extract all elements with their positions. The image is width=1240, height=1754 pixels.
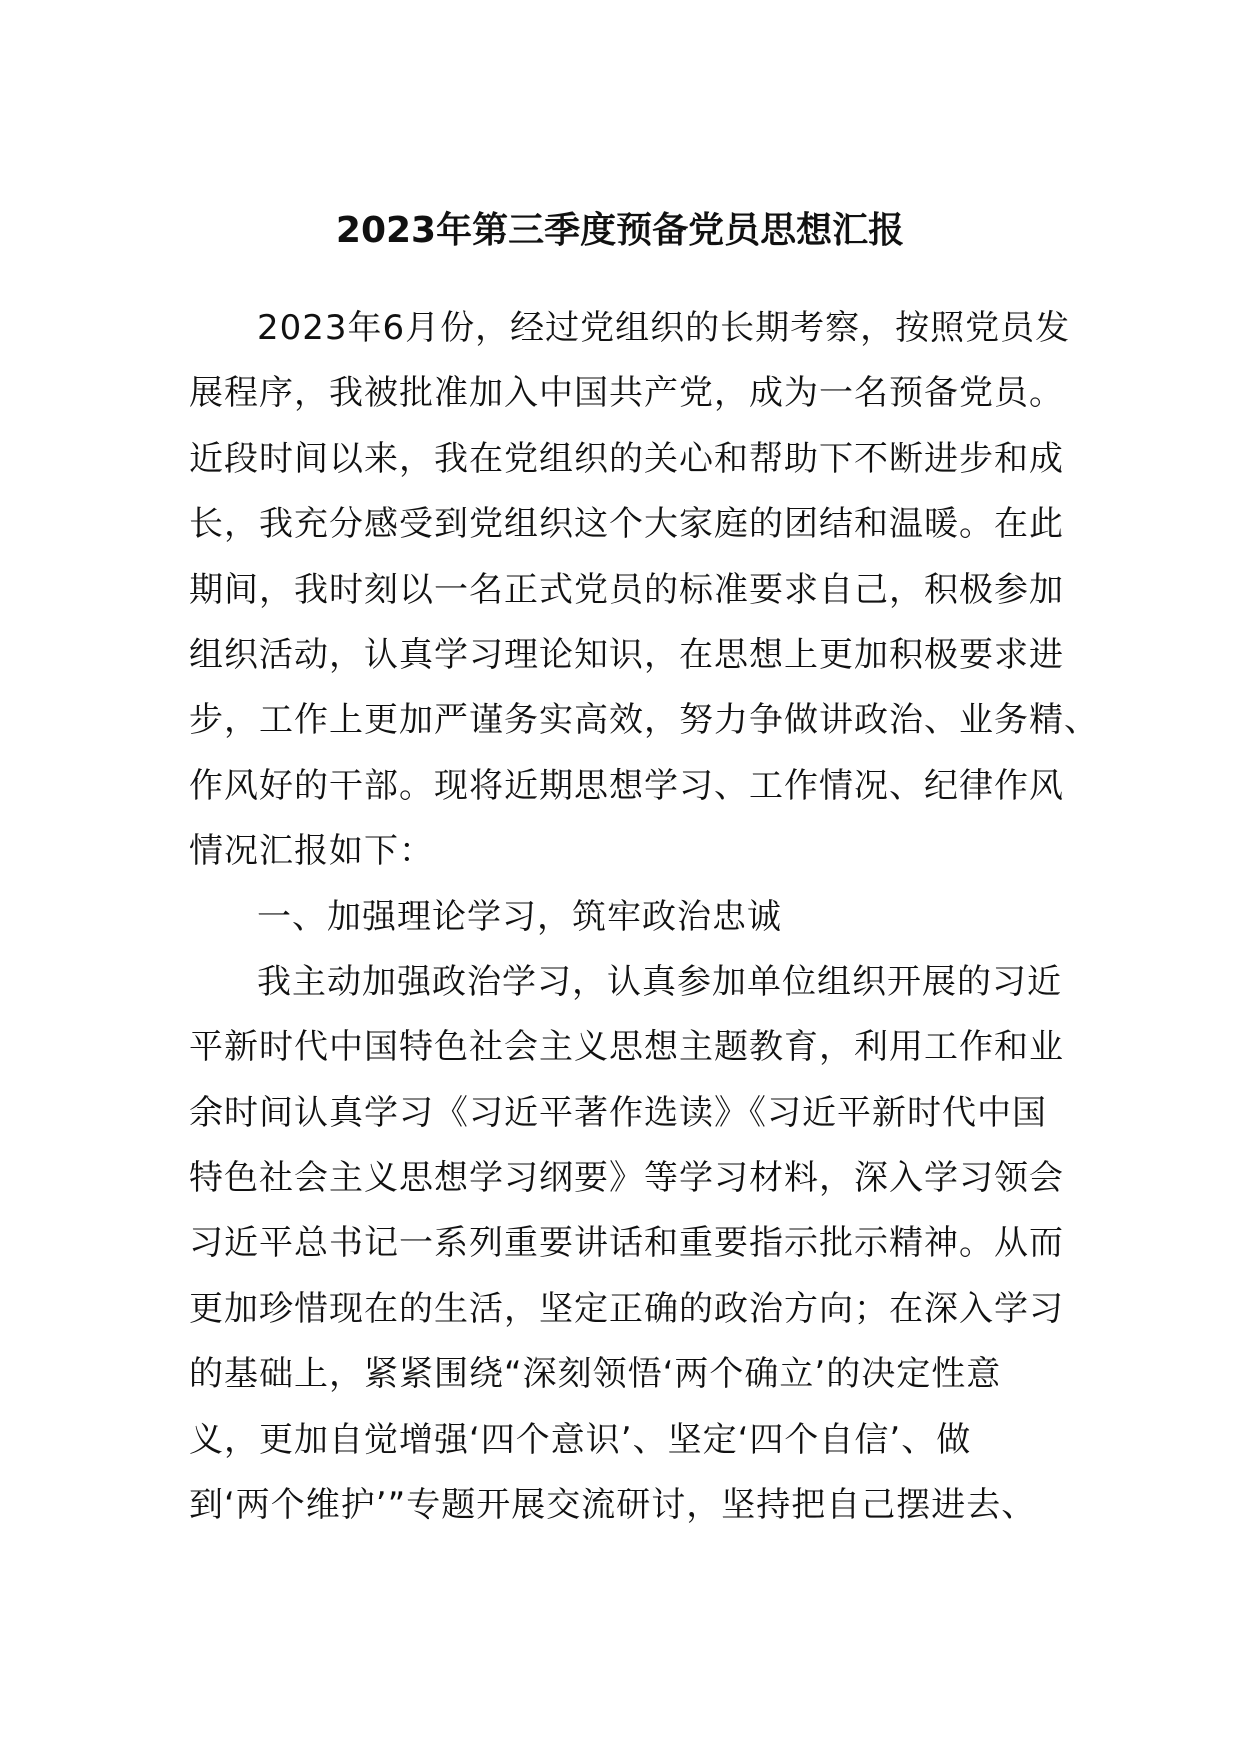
text-line: 到‘两个维护’”专题开展交流研讨，坚持把自己摆进去、 [189,1485,1037,1526]
text-line: 展程序，我被批准加入中国共产党，成为一名预备党员。 [189,373,1064,414]
text-line: 步，工作上更加严谨务实高效，努力争做讲政治、业务精、 [189,700,1099,741]
document-body [189,296,1099,1538]
text-line: 平新时代中国特色社会主义思想主题教育，利用工作和业 [189,1027,1064,1068]
text-line: 的基础上，紧紧围绕“深刻领悟‘两个确立’的决定性意 [189,1354,1002,1395]
text-line: 特色社会主义思想学习纲要》等学习材料，深入学习领会 [189,1158,1064,1199]
text-line: 组织活动，认真学习理论知识，在思想上更加积极要求进 [189,634,1064,675]
text-line: 我主动加强政治学习，认真参加单位组织开展的习近 [257,961,1062,1002]
text-line: 义，更加自觉增强‘四个意识’、坚定‘四个自信’、做 [189,1419,972,1460]
text-line: 余时间认真学习《习近平著作选读》《习近平新时代中国 [189,1092,1047,1133]
text-line: 期间，我时刻以一名正式党员的标准要求自己，积极参加 [189,569,1064,610]
text-line: 一、加强理论学习，筑牢政治忠诚 [257,896,782,937]
text-line: 长，我充分感受到党组织这个大家庭的团结和温暖。在此 [189,504,1064,545]
document-title: 2023年第三季度预备党员思想汇报 [335,210,905,251]
text-line: 更加珍惜现在的生活，坚定正确的政治方向；在深入学习 [189,1288,1064,1329]
text-line: 作风好的干部。现将近期思想学习、工作情况、纪律作风 [189,765,1064,806]
text-line: 情况汇报如下： [189,831,434,872]
text-line: 习近平总书记一系列重要讲话和重要指示批示精神。从而 [189,1223,1064,1264]
text-line: 近段时间以来，我在党组织的关心和帮助下不断进步和成 [189,438,1064,479]
text-line: 2023年6月份，经过党组织的长期考察，按照党员发 [257,308,1071,348]
